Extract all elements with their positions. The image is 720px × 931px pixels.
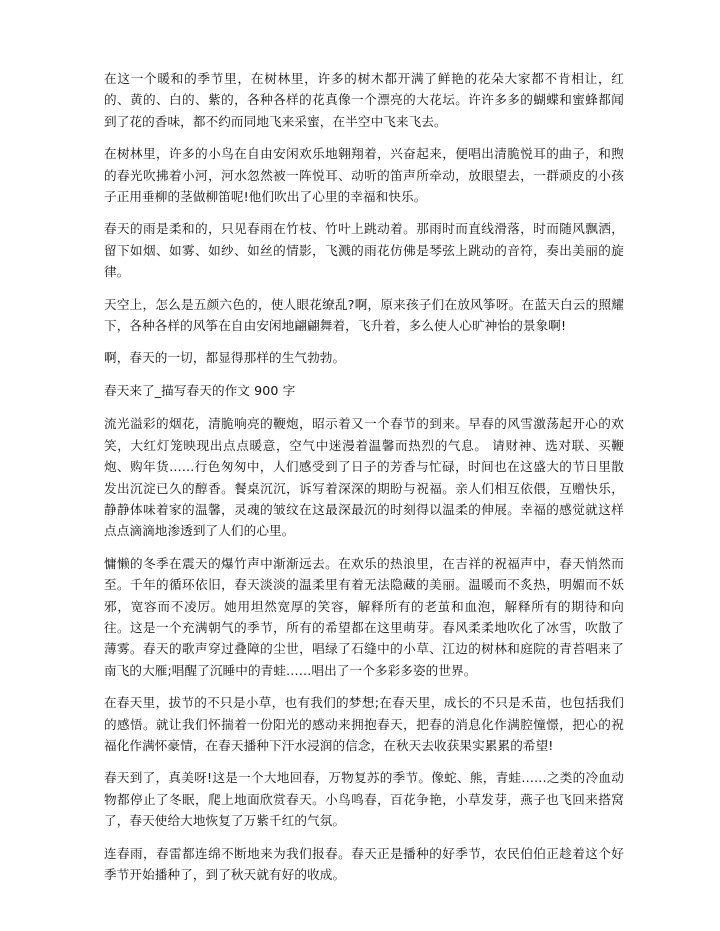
paragraph-flowers: 在这一个暖和的季节里，在树林里，许多的树木都开满了鲜艳的花朵大家都不肯相让，红的、黄的、白的、紫的，各种各样的花真像一个漂亮的大花坛。许许多多的蝴蝶和蜜蜂都闻到了花的香味，都不约而同地飞来采蜜，在半空中飞来飞去。 xyxy=(104,71,624,129)
paragraph-kites: 天空上，怎么是五颜六色的，使人眼花缭乱?啊，原来孩子们在放风筝呀。在蓝天白云的照耀下，各种各样的风筝在自由安闲地翩翩舞着，飞升着，多么使人心旷神怡的景象啊! xyxy=(104,296,624,334)
paragraph-vitality: 啊，春天的一切，都显得那样的生气勃勃。 xyxy=(104,350,346,366)
paragraph-dreams: 在春天里，拔节的不只是小草，也有我们的梦想;在春天里，成长的不只是禾苗，也包括我们的感悟。就让我们怀揣着一份阳光的感动来拥抱春天，把春的消息化作满腔憧憬，把心的祝福化作满怀豪情，在春天播种下汗水浸润的信念，在秋天去收获果实累累的希望! xyxy=(104,695,624,753)
paragraph-awakening: 春天到了，真美呀!这是一个大地回春，万物复苏的季节。像蛇、熊，青蛙……之类的冷血动物都停止了冬眠，爬上地面欣赏春天。小鸟鸣春，百花争艳，小草发芽，燕子也飞回来搭窝了，春天使给大地恢复了万紫千红的气氛。 xyxy=(104,770,624,829)
paragraph-winter-departs: 慵懒的冬季在震天的爆竹声中渐渐远去。在欢乐的热浪里，在吉祥的祝福声中，春天悄然而至。千年的循环依旧，春天淡淡的温柔里有着无法隐藏的美丽。温暖而不炙热，明媚而不妖邪，宽容而不凌厉。她用坦然宽厚的笑容，解释所有的老茧和血泡，解释所有的期待和向往。这是一个充满朝气的季节，所有的希望都在这里萌芽。春风柔柔地吹化了冰雪，吹散了薄雾。春天的歌声穿过叠障的尘世，唱绿了石缝中的小草、江边的树林和庭院的青苔唱来了南飞的大雁;唱醒了沉睡中的青蛙……唱出了一个多彩多姿的世界。 xyxy=(104,555,624,678)
paragraph-birds: 在树林里，许多的小鸟在自由安闲欢乐地翱翔着，兴奋起来，便唱出清脆悦耳的曲子，和煦的春光吹拂着小河，河水忽然被一阵悦耳、动听的笛声所牵动，放眼望去，一群顽皮的小孩子正用垂柳的茎做柳笛呢!他们吹出了心里的幸福和快乐。 xyxy=(104,146,624,205)
section-title: 春天来了_描写春天的作文 900 字 xyxy=(104,382,296,398)
paragraph-spring-festival: 流光溢彩的烟花，清脆响亮的鞭炮，昭示着又一个春节的到来。早春的风雪激荡起开心的欢笑，大红灯笼映现出点点暖意，空气中迷漫着温馨而热烈的气息。 请财神、选对联、买鞭炮、购年货……行色匆匆中，人们感受到了日子的芳香与忙碌，时间也在这盛大的节日里散发出沉淀已久的醇香。餐桌沉沉，诉写着深深的期盼与祝福。亲人们相互依偎，互赠快乐，静静体味着家的温馨，灵魂的皱纹在这最深最沉的时刻得以温柔的伸展。幸福的感觉就这样点点滴滴地渗透到了人们的心里。 xyxy=(104,416,624,539)
paragraph-sowing: 连春雨，春雷都连绵不断地来为我们报春。春天正是播种的好季节，农民伯伯正趁着这个好季节开始播种了，到了秋天就有好的收成。 xyxy=(104,845,624,882)
document-page xyxy=(104,68,624,896)
paragraph-rain: 春天的雨是柔和的，只见春雨在竹枝、竹叶上跳动着。那雨时而直线滑落，时而随风飘洒，留下如烟、如雾、如纱、如丝的情影，飞溅的雨花仿佛是琴弦上跳动的音符，奏出美丽的旋律。 xyxy=(104,221,624,280)
